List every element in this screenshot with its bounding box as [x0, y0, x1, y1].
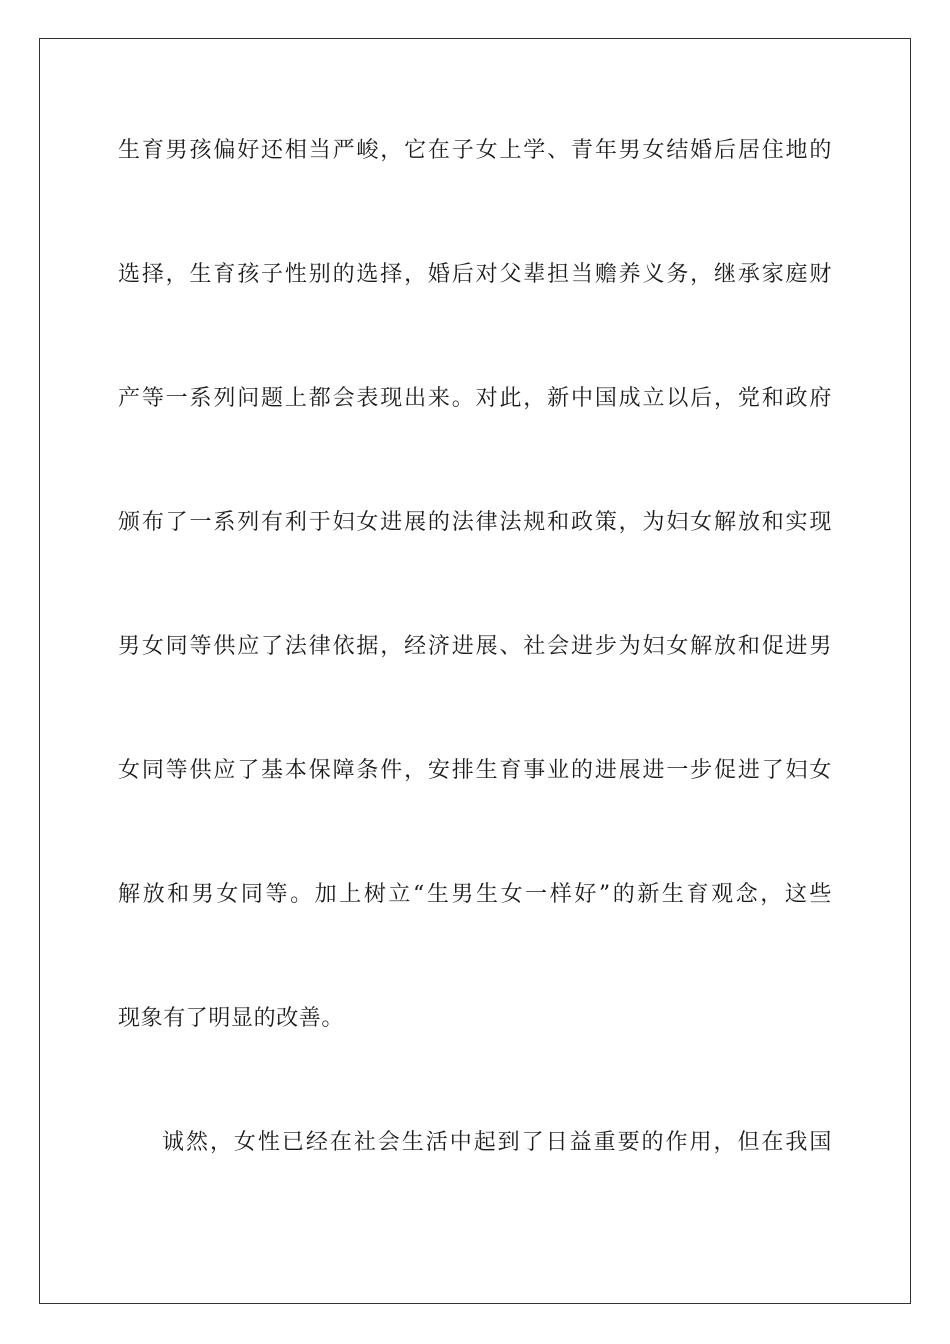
text-line: 现象有了明显的改善。 [118, 1006, 345, 1031]
text-line: 产等一系列问题上都会表现出来。对此，新中国成立以后，党和政府 [118, 386, 832, 411]
paragraph-start-line: 诚然，女性已经在社会生活中起到了日益重要的作用，但在我国 [162, 1130, 832, 1155]
page-border [39, 38, 911, 1304]
text-line: 解放和男女同等。加上树立“生男生女一样好”的新生育观念，这些 [118, 882, 832, 907]
text-line: 选择，生育孩子性别的选择，婚后对父辈担当赡养义务，继承家庭财 [118, 262, 832, 287]
text-line: 女同等供应了基本保障条件，安排生育事业的进展进一步促进了妇女 [118, 758, 832, 783]
text-line: 生育男孩偏好还相当严峻，它在子女上学、青年男女结婚后居住地的 [118, 138, 832, 163]
text-line: 颁布了一系列有利于妇女进展的法律法规和政策，为妇女解放和实现 [118, 510, 832, 535]
text-line: 男女同等供应了法律依据，经济进展、社会进步为妇女解放和促进男 [118, 634, 832, 659]
